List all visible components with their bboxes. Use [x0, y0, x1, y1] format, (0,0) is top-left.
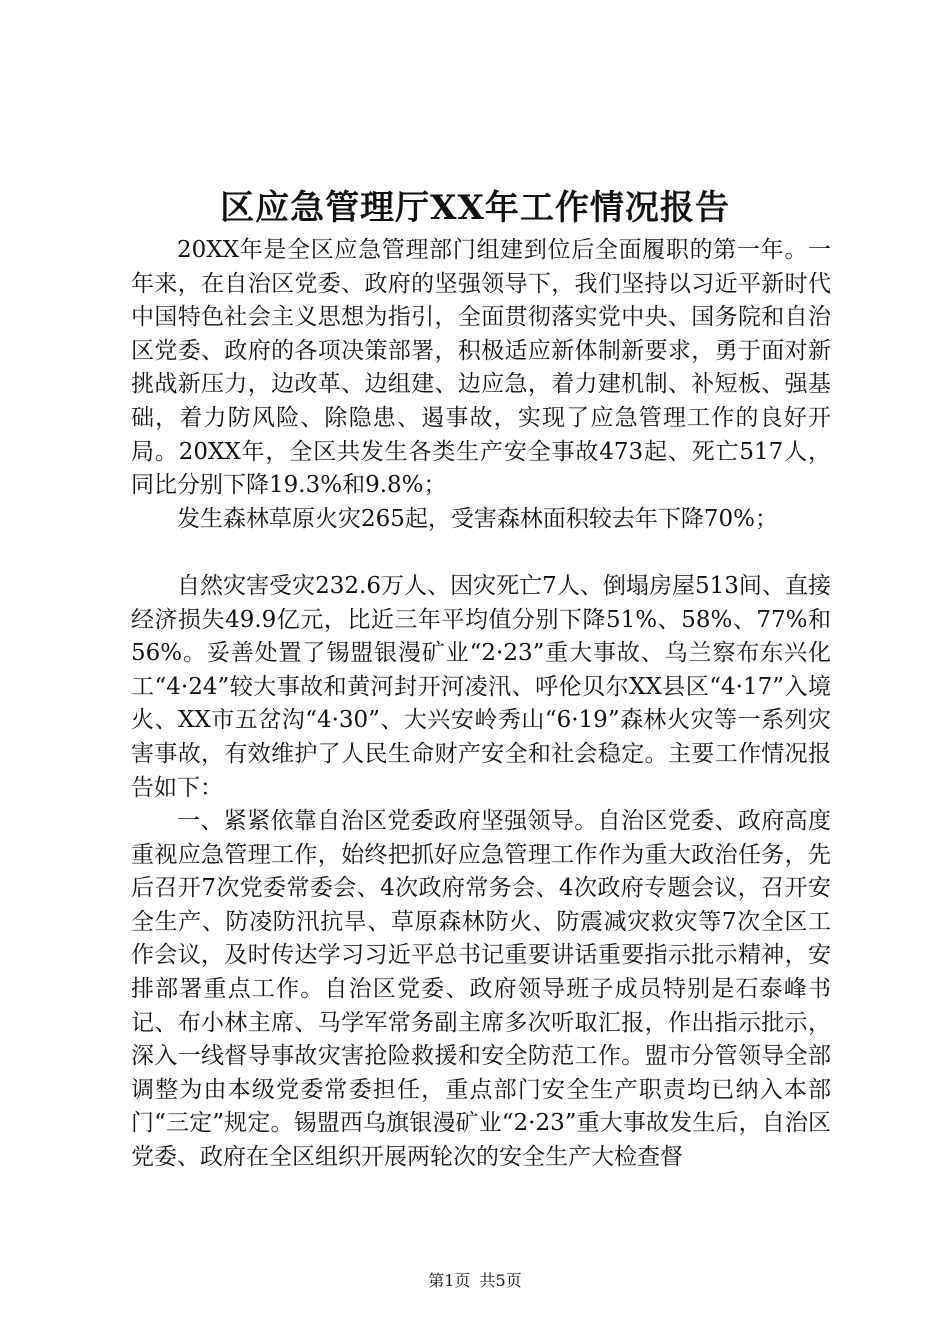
paragraph-forest-fire: 发生森林草原火灾265起，受害森林面积较去年下降70%；	[177, 505, 779, 532]
document-title: 区应急管理厅XX年工作情况报告	[220, 188, 730, 228]
paragraph-intro: 20XX年是全区应急管理部门组建到位后全面履职的第一年。一年来，在自治区党委、政府的坚强领导下，我们坚持以习近平新时代中国特色社会主义思想为指引，全面贯彻落实党中央、国务院和自治区党委、政府的各项决策部署，积极适应新体制新要求，勇于面对新挑战新压力，边改革、边组建、边应急，着力建机制、补短板、强基础，着力防风险、除隐患、遏事故，实现了应急管理工作的良好开局。20XX年，全区共发生各类生产安全事故473起、死亡517人，同比分别下降19.3%和9.8%；	[131, 237, 831, 499]
paragraph-section-one: 一、紧紧依靠自治区党委政府坚强领导。自治区党委、政府高度重视应急管理工作，始终把抓好应急管理工作作为重大政治任务，先后召开7次党委常委会、4次政府常务会、4次政府专题会议，召开安全生产、防凌防汛抗旱、草原森林防火、防震减灾救灾等7次全区工作会议，及时传达学习习近平总书记重要讲话重要指示批示精神，安排部署重点工作。自治区党委、政府领导班子成员特别是石泰峰书记、布小林主席、马学军常务副主席多次听取汇报，作出指示批示，深入一线督导事故灾害抢险救援和安全防范工作。盟市分管领导全部调整为由本级党委常委担任，重点部门安全生产职责均已纳入本部门“三定”规定。锡盟西乌旗银漫矿业“2·23”重大事故发生后，自治区党委、政府在全区组织开展两轮次的安全生产大检查督	[131, 808, 831, 1171]
paragraph-natural-disaster: 自然灾害受灾232.6万人、因灾死亡7人、倒塌房屋513间、直接经济损失49.9亿元，比近三年平均值分别下降51%、58%、77%和56%。妥善处置了锡盟银漫矿业“2·23”重大事故、乌兰察布东兴化工“4·24”较大事故和黄河封开河凌汛、呼伦贝尔XX县区“4·17”入境火、XX市五岔沟“4·30”、大兴安岭秀山“6·19”森林火灾等一系列灾害事故，有效维护了人民生命财产安全和社会稳定。主要工作情况报告如下：	[131, 572, 831, 801]
page-number: 第1页	[428, 1271, 471, 1290]
page-total: 共5页	[479, 1271, 522, 1290]
document-body	[131, 234, 831, 1175]
page-footer	[0, 1271, 950, 1291]
